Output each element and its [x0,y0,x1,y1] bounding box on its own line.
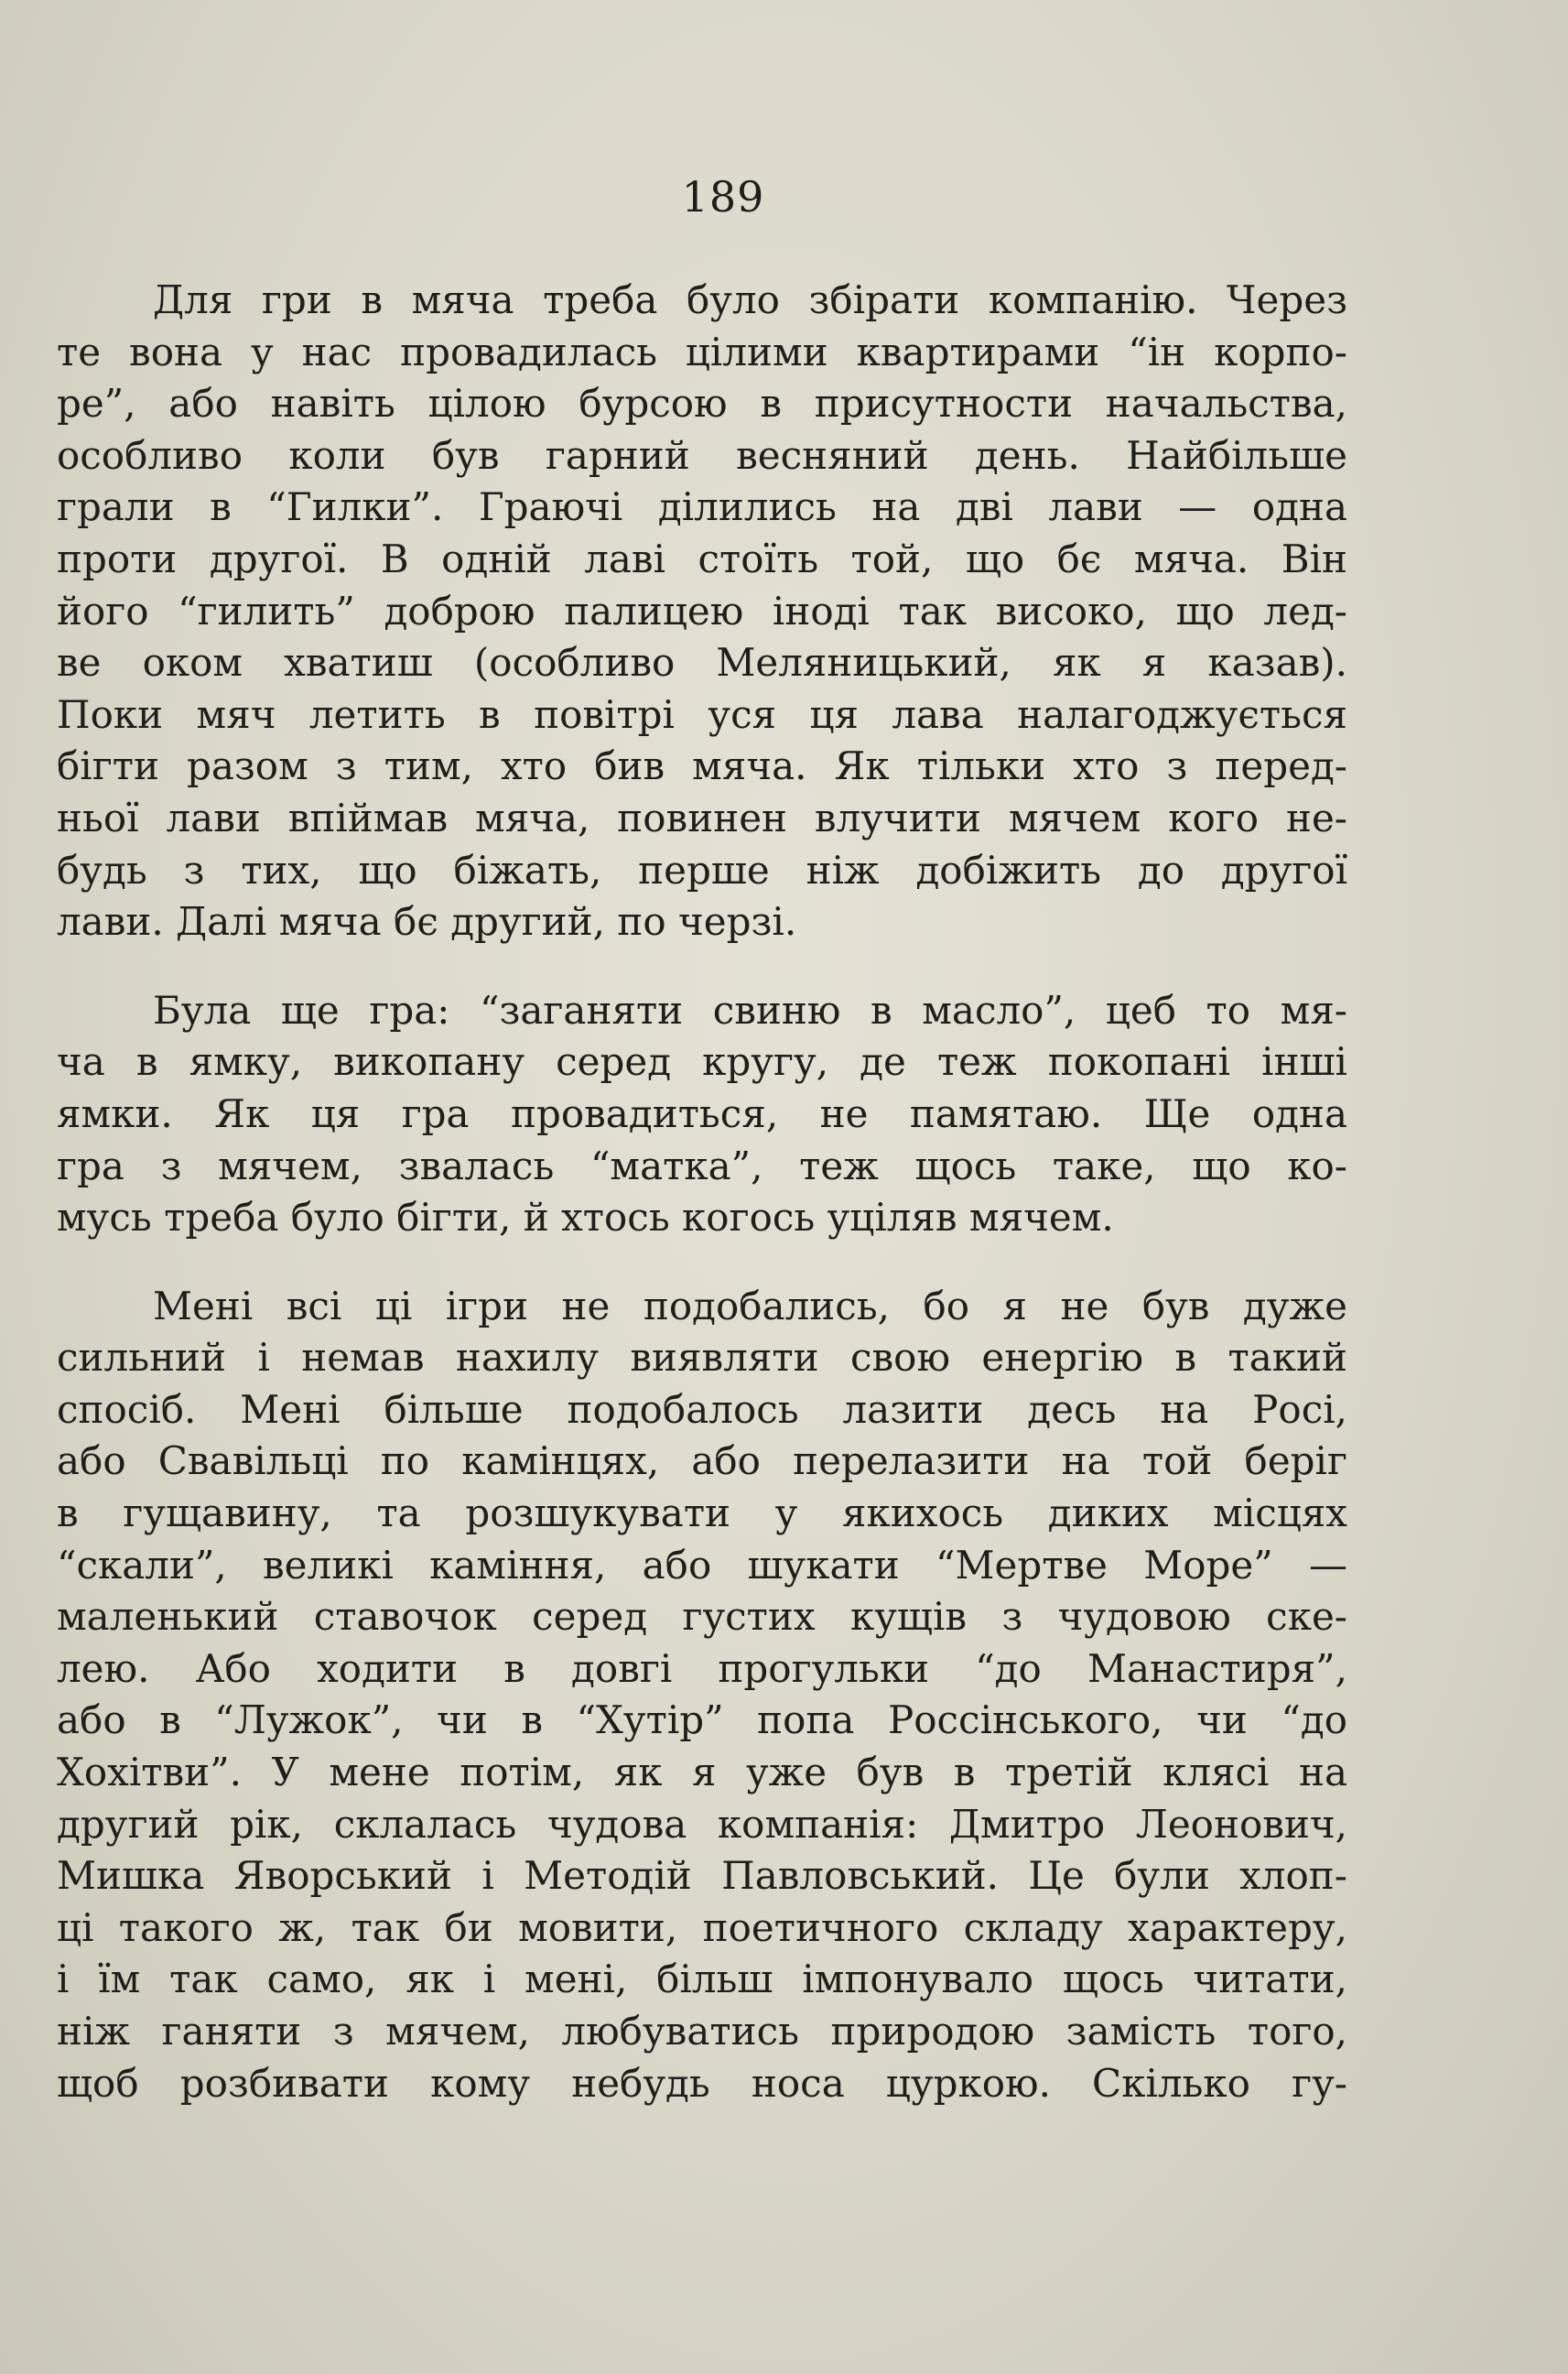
paragraph-gap [57,949,1347,985]
text-line: і їм так само, як і мені, більш імпонувало щось читати, [57,1957,1347,2002]
text-line: ве оком хватиш (особливо Меляницький, як я казав). [57,640,1347,686]
text-line: в гущавину, та розшукувати у якихось диких місцях [57,1491,1347,1536]
text-line: грали в “Гилки”. Граючі ділились на дві лави — одна [57,484,1347,530]
text-line: спосіб. Мені більше подобалось лазити десь на Росі, [57,1386,1347,1432]
paragraph-2 [57,985,1347,1244]
text-line: ньої лави впіймав мяча, повинен влучити мячем кого не- [57,795,1347,840]
text-line: проти другої. В одній лаві стоїть той, що бє мяча. Він [57,536,1347,581]
paragraph-gap [57,1244,1347,1281]
text-line: бігти разом з тим, хто бив мяча. Як тільки хто з перед- [57,743,1347,789]
text-line: гра з мячем, звалась “матка”, теж щось таке, що ко- [57,1143,1347,1188]
text-line: особливо коли був гарний весняний день. Найбільше [57,432,1347,478]
text-line: лави. Далі мяча бє другий, по черзі. [57,899,797,945]
paragraph-1 [57,275,1347,949]
body-text [57,275,1347,2109]
text-line: Була ще гра: “заганяти свиню в масло”, цеб то мя- [153,987,1347,1033]
text-line: мусь треба було бігти, й хтось когось уціляв мячем. [57,1195,1114,1241]
text-line: Для гри в мяча треба було збірати компанію. Через [153,277,1347,322]
text-line: ре”, або навіть цілою бурсою в присутности начальства, [57,381,1347,427]
text-line: щоб розбивати кому небудь носа цуркою. Скілько гу- [57,2060,1347,2106]
text-line: ямки. Як ця гра провадиться, не памятаю. Ще одна [57,1090,1347,1136]
text-line: сильний і немав нахилу виявляти свою енергію в такий [57,1335,1347,1381]
text-line: Мені всі ці ігри не подобались, бо я не був дуже [153,1283,1347,1328]
text-line: будь з тих, що біжать, перше ніж добіжить до другої [57,847,1347,893]
text-line: ці такого ж, так би мовити, поетичного складу характеру, [57,1904,1347,1950]
text-line: лею. Або ходити в довгі прогульки “до Манастиря”, [57,1645,1347,1691]
text-line: те вона у нас провадилась цілими квартирами “ін корпо- [57,329,1347,374]
text-line: ча в ямку, викопану серед кругу, де теж покопані інші [57,1039,1347,1085]
text-line: Поки мяч летить в повітрі уся ця лава налагоджується [57,691,1347,737]
text-line: його “гилить” доброю палицею іноді так високо, що лед- [57,588,1347,634]
text-line: Мишка Яворський і Методій Павловський. Це були хлоп- [57,1853,1347,1899]
text-line: або в “Лужок”, чи в “Хутір” попа Россінського, чи “до [57,1697,1347,1743]
text-line: маленький ставочок серед густих кущів з чудовою ске- [57,1594,1347,1640]
text-line: або Свавільці по камінцях, або перелазити на той беріг [57,1438,1347,1484]
text-line: другий рік, склалась чудова компанія: Дмитро Леонович, [57,1801,1347,1847]
page-number: 189 [681,172,765,222]
text-line: Хохітви”. У мене потім, як я уже був в третій клясі на [57,1750,1347,1795]
paragraph-3 [57,1281,1347,2110]
text-line: ніж ганяти з мячем, любуватись природою замість того, [57,2009,1347,2054]
text-line: “скали”, великі каміння, або шукати “Мертве Море” — [57,1542,1347,1588]
